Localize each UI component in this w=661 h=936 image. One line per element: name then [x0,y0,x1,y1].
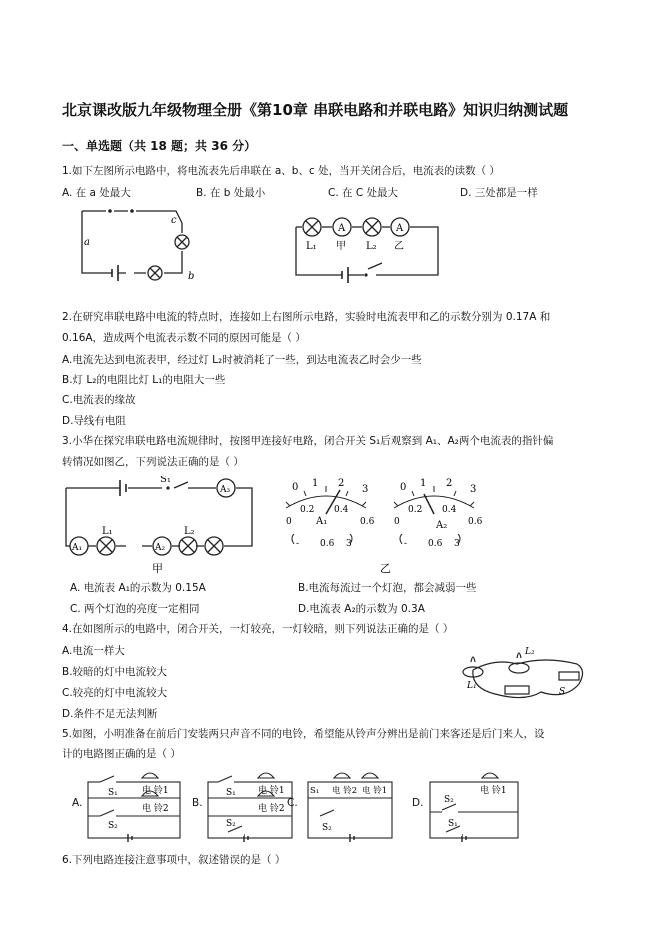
q4-option-d[interactable]: D.条件不足无法判断 [62,708,158,720]
q3-caption-jia: 甲 [152,562,163,575]
question-3-stem-line2: 转情况如图乙，下列说法正确的是（ ） [62,456,244,468]
meter2-scale-3: 3 [470,484,477,495]
q3-label-a1: A₁ [72,543,83,553]
q5-option-a-letter[interactable]: A. [72,797,83,809]
meter1-scale-0-lo: 0 [286,517,292,527]
page-title: 北京课改版九年级物理全册《第10章 串联电路和并联电路》知识归纳测试题 [62,101,569,119]
q3-label-a3: A₃ [220,485,231,495]
q5-option-d-circuit[interactable] [426,768,522,844]
q1-fig-label-b: b [188,271,195,282]
meter2-scale-0-lo: 0 [394,517,400,527]
q5-option-c-circuit[interactable] [300,768,396,844]
question-2-stem-line2: 0.16A，造成两个电流表示数不同的原因可能是（ ） [62,332,306,344]
q3-option-a[interactable]: A. 电流表 A₁的示数为 0.15A [70,582,206,594]
question-5-stem-line2: 计的电路图正确的是（ ） [62,748,181,760]
q5b-bell2: 电 铃2 [258,804,285,814]
meter2-scale-1: 1 [420,478,427,489]
meter1-terminal-neg: - [296,539,300,549]
q5c-s2: S₂ [322,823,332,833]
q5c-s1: S₁ [310,786,320,796]
q5b-s2: S₂ [226,819,236,829]
q5d-s1: S₁ [448,819,458,829]
q5d-bell1: 电 铃1 [480,786,507,796]
meter1-scale-0-6: 0.6 [360,517,375,527]
q2-option-a[interactable]: A.电流先达到电流表甲，经过灯 L₂时被消耗了一些，到达电流表乙时会少一些 [62,354,422,366]
q1-option-d[interactable]: D. 三处都是一样 [460,187,538,199]
q5a-bell2: 电 铃2 [142,804,169,814]
meter2-scale-2: 2 [446,478,453,489]
q1-meter-b-symbol: A [396,223,404,234]
q3-label-l2: L₂ [184,526,195,537]
q5d-s2: S₂ [444,795,454,805]
meter1-scale-0: 0 [292,482,299,493]
q1-circuit-right-figure [292,205,442,283]
meter2-scale-0-2: 0.2 [408,505,423,515]
q5a-s1: S₁ [108,788,118,798]
q5b-s1: S₁ [226,788,236,798]
q1-circuit-left-figure [76,203,206,283]
section-heading: 一、单选题（共 18 题；共 36 分） [62,139,257,153]
q5-option-c-letter[interactable]: C. [287,797,298,809]
meter2-name: A₂ [436,520,448,531]
question-2-stem-line1: 2.在研究串联电路中电流的特点时，连接如上右图所示电路，实验时电流表甲和乙的示数分别为 0.17A 和 [62,311,551,323]
question-4-stem: 4.在如图所示的电路中，闭合开关，一灯较亮，一灯较暗，则下列说法正确的是（ ） [62,623,454,635]
question-5-stem-line1: 5.如图，小明准备在前后门安装两只声音不同的电铃，希望能从铃声分辨出是前门来客还是后门来人，设 [62,728,545,740]
question-6-stem: 6.下列电路连接注意事项中，叙述错误的是（ ） [62,854,286,866]
q3-meter-figure [276,478,496,576]
q3-option-c[interactable]: C. 两个灯泡的亮度一定相同 [70,603,200,615]
q4-label-s: S [559,687,566,697]
q3-label-l1: L₁ [102,526,113,537]
q5-option-b-circuit[interactable] [204,768,296,844]
q5a-bell1: 电 铃1 [142,786,169,796]
q4-option-b[interactable]: B.较暗的灯中电流较大 [62,666,168,678]
q3-option-b[interactable]: B.电流每流过一个灯泡，都会减弱一些 [298,582,477,594]
q5c-bell1: 电 铃1 [362,786,388,796]
meter2-scale-0-4: 0.4 [442,505,457,515]
q4-label-l1: L₁ [467,681,477,691]
q3-option-d[interactable]: D.电流表 A₂的示数为 0.3A [298,603,425,615]
meter1-scale-2: 2 [338,478,345,489]
q3-circuit-figure [64,476,256,576]
meter1-scale-0-2: 0.2 [300,505,315,515]
q2-option-b[interactable]: B.灯 L₂的电阻比灯 L₁的电阻大一些 [62,374,226,386]
q1-fig-label-c: c [171,215,177,226]
meter1-terminal-06: 0.6 [320,539,335,549]
q4-option-c[interactable]: C.较亮的灯中电流较大 [62,687,168,699]
question-1-stem: 1.如下左图所示电路中，将电流表先后串联在 a、b、c 处，当开关闭合后，电流表的读数（ ） [62,165,500,177]
q3-label-s1: S₁ [160,476,171,485]
meter1-name: A₁ [316,516,328,527]
q3-label-a2: A₂ [155,543,166,553]
q1-fig-label-l2: L₂ [366,241,377,252]
meter2-scale-0-6: 0.6 [468,517,483,527]
meter2-scale-0: 0 [400,482,407,493]
q1-fig-label-a: a [84,237,90,248]
q4-option-a[interactable]: A.电流一样大 [62,645,125,657]
q5a-s2: S₂ [108,821,118,831]
question-3-stem-line1: 3.小华在探究串联电路电流规律时，按图甲连接好电路，闭合开关 S₁后观察到 A₁、A₂两个电流表的指针偏 [62,435,554,447]
q1-meter-a-symbol: A [338,223,346,234]
q5-option-b-letter[interactable]: B. [192,797,203,809]
q1-fig-label-l1: L₁ [306,241,317,252]
q2-option-d[interactable]: D.导线有电阻 [62,415,126,427]
q5c-bell2: 电 铃2 [332,786,358,796]
q1-option-b[interactable]: B. 在 b 处最小 [196,187,266,199]
q5-option-a-circuit[interactable] [84,768,184,844]
meter1-terminal-3: 3 [346,539,352,549]
q5-option-d-letter[interactable]: D. [412,797,424,809]
q3-caption-yi: 乙 [380,562,391,575]
meter1-scale-0-4: 0.4 [334,505,349,515]
q1-fig-label-jia: 甲 [336,241,346,252]
meter2-terminal-neg: - [404,539,408,549]
meter2-terminal-3: 3 [454,539,460,549]
meter2-terminal-06: 0.6 [428,539,443,549]
q2-option-c[interactable]: C.电流表的缘故 [62,394,136,406]
q1-fig-label-yi: 乙 [394,241,404,252]
q5b-bell1: 电 铃1 [258,786,285,796]
q1-option-a[interactable]: A. 在 a 处最大 [62,187,131,199]
meter1-scale-3: 3 [362,484,369,495]
q4-circuit-figure [455,640,595,708]
meter1-scale-1: 1 [312,478,319,489]
q4-label-l2: L₂ [525,647,535,657]
q1-option-c[interactable]: C. 在 C 处最大 [328,187,399,199]
